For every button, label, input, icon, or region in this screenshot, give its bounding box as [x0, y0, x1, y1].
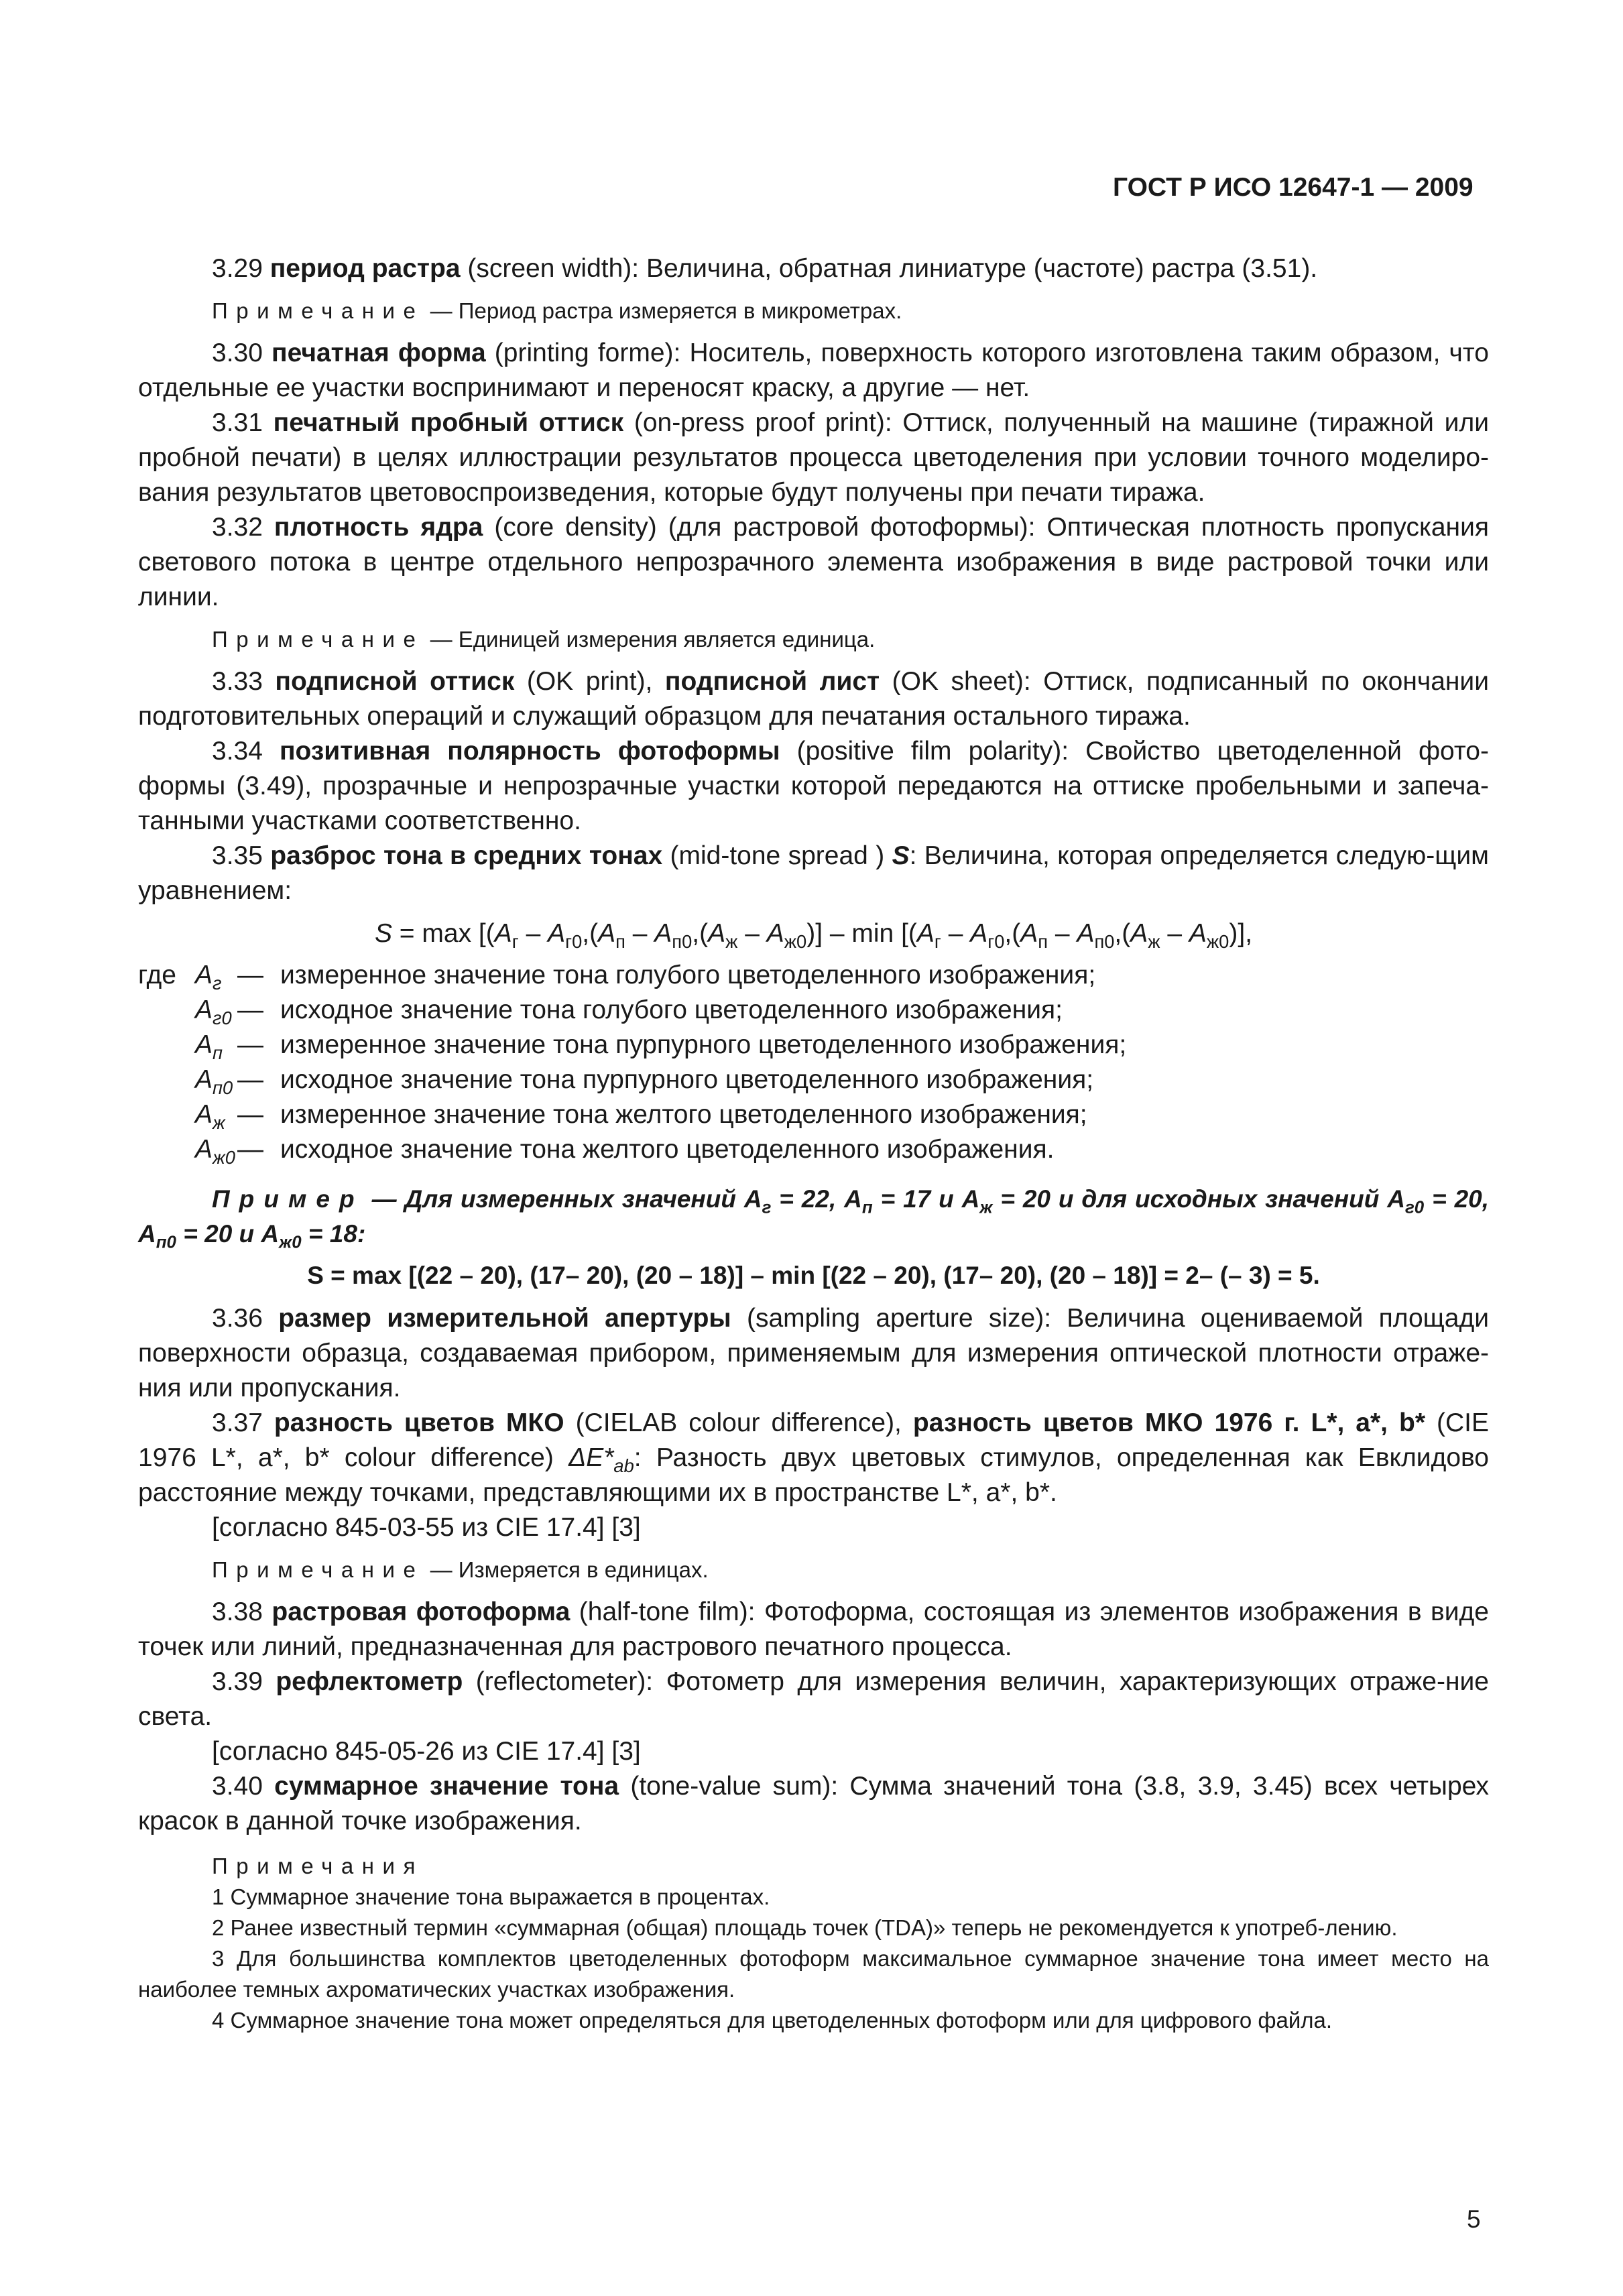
document-body [138, 251, 1489, 2036]
entry-3-31 [138, 406, 1489, 510]
entry-3-39 [138, 1665, 1489, 1734]
delta-e-symbol: ΔE* [568, 1443, 614, 1472]
standard-designation: ГОСТ Р ИСО 12647-1 — 2009 [1113, 173, 1474, 202]
note-label: Примечание [212, 627, 424, 652]
entry-number: 3.29 [212, 254, 263, 283]
entry-number: 3.32 [212, 513, 263, 542]
note-3-29 [138, 296, 1489, 326]
note-label: Примечание [212, 1557, 424, 1582]
entry-definition: (core density) (для растровой фотоформы): Оптическая плотность пропускания светового потока в центре отдельного непрозрачного элемента изображения в виде растровой точки или линии. [138, 513, 1489, 611]
entry-definition: (tone-value sum): Сумма значений тона (3.8, 3.9, 3.45) всех четырех красок в данной точке изображения. [138, 1772, 1489, 1835]
entry-term: рефлектометр [276, 1667, 463, 1696]
example-formula: S = max [(22 – 20), (17– 20), (20 – 18)] – min [(22 – 20), (17– 20), (20 – 18)] = 2– (– 3) = 5. [307, 1262, 1320, 1289]
entry-definition: (printing forme): Носитель, поверхность которого изготовлена таким образом, что отдельные ее участки воспринимают и переносят краску, а другие — нет. [138, 339, 1489, 402]
entry-definition: (half-tone film): Фотоформа, состоящая из элементов изображения в виде точек или линий, предназначенная для растрового печатного процесса. [138, 1597, 1489, 1661]
entry-3-29 [138, 251, 1489, 286]
symbol-definitions: где $A_г$ — измеренное значение тона голубого цветоделенного изображения; $A_{г0}$ — исходное значение тона голубого цветоделенного изображения; $A_п$ — измеренное значение тона пурпурного цветоделенного изображения; $A_{п0}$ — исходное значение тона пурпурного цветоделенного изображения; $A_ж$ — измеренное значение тона желтого цветоделенного изображения; $A_{ж0}$ — исходное значение тона желтого цветоделенного изображения. [138, 958, 1489, 1167]
symbol-s: S [892, 841, 910, 870]
entry-term: печатный пробный оттиск [273, 408, 624, 437]
entry-term: плотность ядра [274, 513, 483, 542]
entry-term: позитивная полярность фотоформы [279, 737, 780, 766]
entry-definition: (reflectometer): Фотометр для измерения величин, характеризующих отраже-ние света. [138, 1667, 1489, 1731]
note-item: 2 Ранее известный термин «суммарная (общая) площадь точек (TDA)» теперь не рекомендуется к употреб-лению. [212, 1915, 1398, 1940]
entry-term: размер измерительной апертуры [278, 1304, 731, 1333]
entry-english: (CIELAB colour difference), [564, 1408, 913, 1437]
entry-definition: (on-press proof print): Оттиск, полученный на машине (тиражной или пробной печати) в целях иллюстрации результатов процесса цветоделения при условии точного моделиро-вания результатов цветовоспроизведения, которые будут получены при печати тиража. [138, 408, 1489, 507]
entry-number: 3.39 [212, 1667, 263, 1696]
entry-term-alt: подписной лист [664, 667, 880, 696]
entry-english-alt: (CIE 1976 L*, a*, b* colour difference) [138, 1408, 1490, 1472]
entry-number: 3.34 [212, 737, 263, 766]
entry-term: суммарное значение тона [274, 1772, 619, 1801]
entry-number: 3.40 [212, 1772, 263, 1801]
note-text: — Период растра измеряется в микрометрах. [424, 298, 902, 323]
note-3-37 [138, 1555, 1489, 1585]
entry-definition: : Величина, обратная линиатуре (частоте) растра (3.51). [632, 254, 1318, 283]
entry-number: 3.35 [212, 841, 263, 870]
entry-definition: (sampling aperture size): Величина оцениваемой площади поверхности образца, создаваемая прибором, применяемым для измерения оптической плотности отраже-ния или пропускания. [138, 1304, 1489, 1402]
bibliographic-reference: [согласно 845-03-55 из CIE 17.4] [3] [212, 1513, 641, 1542]
notes-heading: Примечания [212, 1854, 424, 1878]
entry-number: 3.33 [212, 667, 263, 696]
entry-3-40 [138, 1769, 1489, 1839]
page-number: 5 [1467, 2206, 1481, 2233]
formula-mid-tone-spread: $S = \max [(A_г - A_{г0},(A_п - A_{п0},(A_ж - A_{ж0})] - \min [(A_г - A_{г0},(A_п - A_{п0},(A_ж - A_{ж0})]$, [374, 919, 1253, 952]
entry-english: (OK print), [514, 667, 665, 696]
bibliographic-reference: [согласно 845-05-26 из CIE 17.4] [3] [212, 1737, 641, 1766]
example-label: Пример [212, 1185, 364, 1213]
entry-number: 3.38 [212, 1597, 263, 1626]
note-3-32 [138, 624, 1489, 655]
entry-3-30 [138, 336, 1489, 406]
entry-3-33 [138, 664, 1489, 734]
note-text: — Измеряется в единицах. [424, 1557, 709, 1582]
entry-term: печатная форма [272, 339, 486, 367]
entry-number: 3.37 [212, 1408, 263, 1437]
entry-term: разность цветов МКО [274, 1408, 564, 1437]
entry-3-32 [138, 510, 1489, 615]
entry-english: (mid-tone spread ) [662, 841, 892, 870]
example-paragraph: Пример — Для измеренных значений $A_г = 22$, $A_п = 17$ и $A_ж = 20$ и для исходных значений $A_{г0} = 20$, $A_{п0} = 20$ и $A_{ж0} = 18$: [138, 1185, 1490, 1252]
note-item: 3 Для большинства комплектов цветоделенных фотоформ максимальное суммарное значение тона имеет место на наиболее темных ахроматических участках изображения. [138, 1946, 1489, 2002]
entry-number: 3.30 [212, 339, 263, 367]
where-word: где [138, 961, 176, 989]
entry-3-37: 3.37 разность цветов МКО (CIELAB colour difference), разность цветов МКО 1976 г. L*, a*, b* (CIE 1976 L*, a*, b* colour difference) $\Delta E*_{ab}$: Разность двух цветовых стимулов, определенная как Евклидово расстояние между точками, представляющими их в пространстве L*, a*, b*. [138, 1408, 1490, 1507]
note-item: 4 Суммарное значение тона может определяться для цветоделенных фотоформ или для цифрового файла. [212, 2008, 1333, 2033]
entry-term: подписной оттиск [275, 667, 515, 696]
entry-term: растровая фотоформа [272, 1597, 570, 1626]
entry-definition: (positive film polarity): Свойство цветоделенной фото-формы (3.49), прозрачные и непрозрачные участки которой передаются на оттиске пробельными и запеча-танными участками соответственно. [138, 737, 1489, 835]
entry-number: 3.36 [212, 1304, 263, 1333]
entry-english: (screen width) [467, 254, 632, 283]
note-item: 1 Суммарное значение тона выражается в процентах. [212, 1884, 770, 1909]
entry-3-35 [138, 839, 1489, 908]
entry-term: разброс тона в средних тонах [270, 841, 663, 870]
entry-term-alt: разность цветов МКО 1976 г. L*, a*, b* [912, 1408, 1425, 1437]
note-text: — Единицей измерения является единица. [424, 627, 876, 652]
entry-3-38 [138, 1595, 1489, 1665]
entry-term: период растра [269, 254, 461, 283]
entry-number: 3.31 [212, 408, 263, 437]
entry-definition: : Величина, которая определяется следую-щим уравнением: [138, 841, 1489, 905]
entry-definition: : Разность двух цветовых стимулов, определенная как Евклидово расстояние между точками, представляющими их в пространстве L*, a*, b*. [138, 1443, 1489, 1507]
entry-definition: (OK sheet): Оттиск, подписанный по окончании подготовительных операций и служащий образцом для печатания остального тиража. [138, 667, 1489, 731]
entry-3-36 [138, 1301, 1489, 1406]
note-label: Примечание [212, 298, 424, 323]
entry-3-34 [138, 734, 1489, 839]
